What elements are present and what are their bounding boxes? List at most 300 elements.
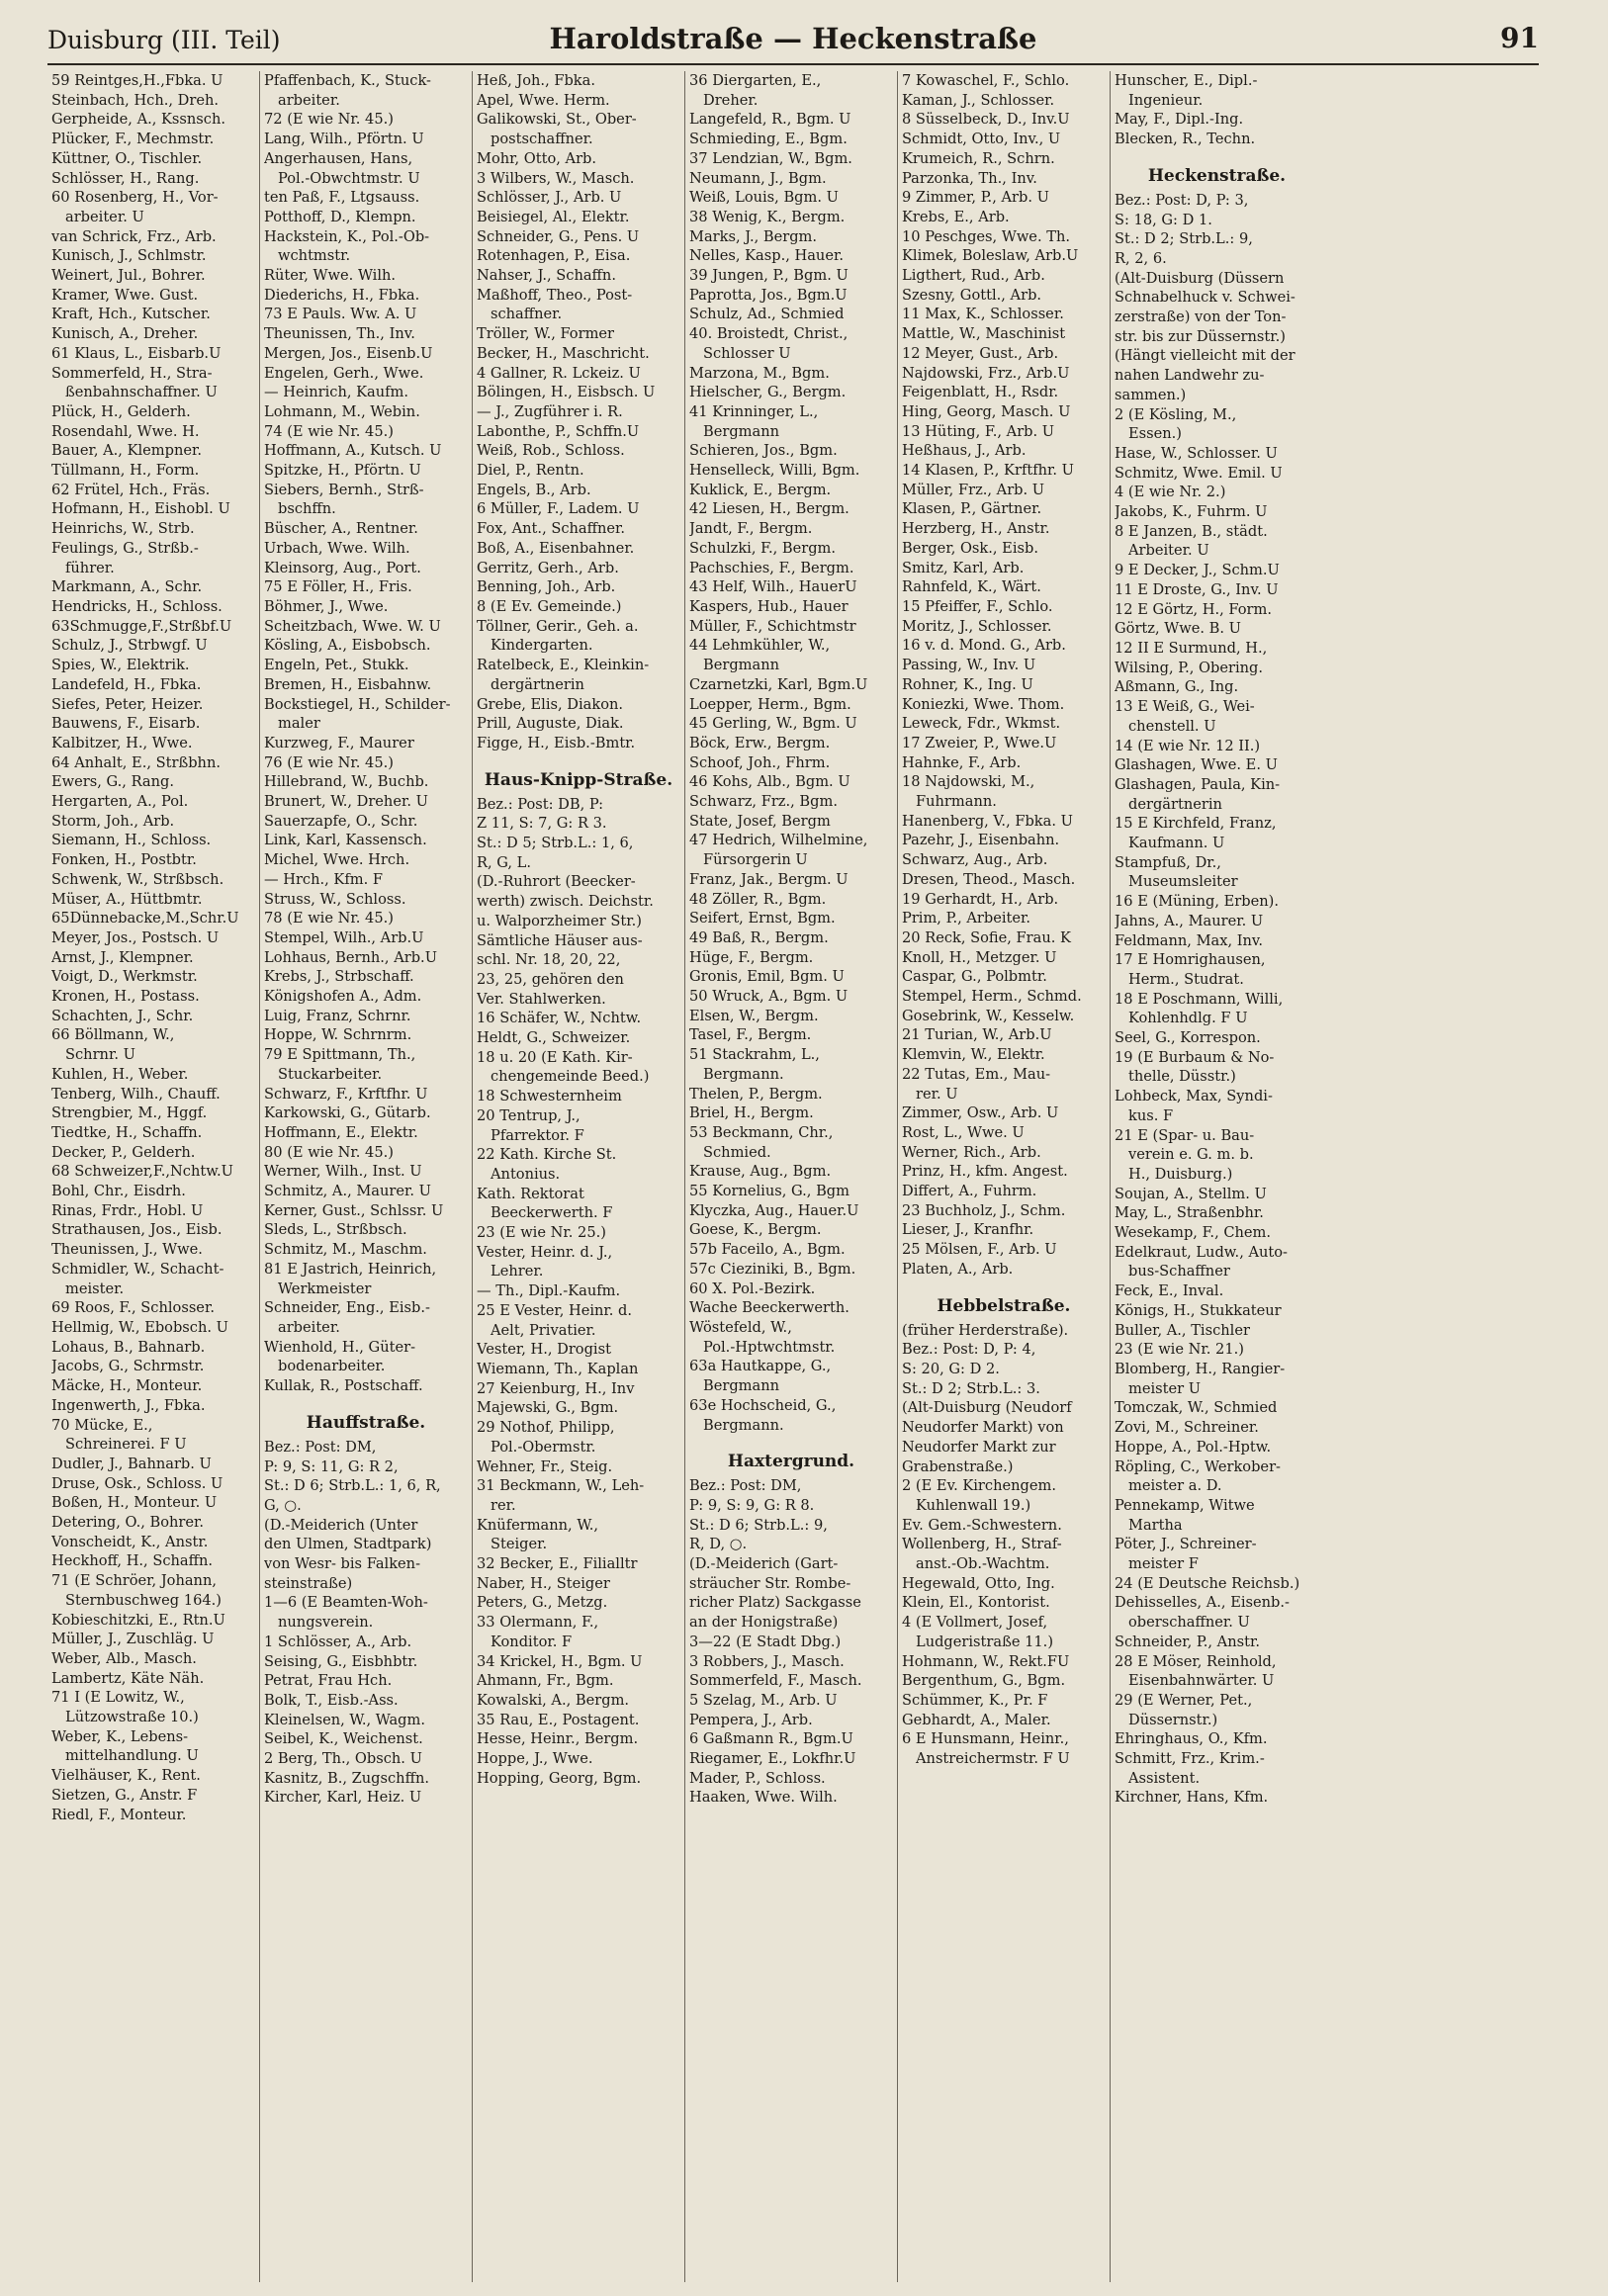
entry-continuation: Beeckerwerth. F — [491, 1204, 613, 1222]
entry-continuation: arbeiter. — [278, 1319, 340, 1336]
directory-entry: 33 Olermann, F., — [477, 1614, 599, 1632]
directory-entry: 15 E Kirchfeld, Franz, — [1115, 815, 1277, 833]
directory-entry: 63a Hautkappe, G., — [689, 1358, 832, 1375]
directory-entry: 43 Helf, Wilh., HauerU — [689, 578, 857, 596]
entry-continuation: oberschaffner. U — [1128, 1614, 1250, 1632]
directory-entry: Schwarz, F., Krftfhr. U — [264, 1085, 428, 1103]
directory-entry: Mergen, Jos., Eisenb.U — [264, 344, 433, 362]
directory-entry: Böhmer, J., Wwe. — [264, 597, 389, 615]
directory-entry: Hellmig, W., Ebobsch. U — [51, 1319, 228, 1336]
directory-entry: 65Dünnebacke,M.,Schr.U — [51, 910, 239, 927]
directory-entry: Lohmann, M., Webin. — [264, 402, 420, 420]
entry-continuation: kus. F — [1128, 1106, 1174, 1124]
entry-continuation: Arbeiter. U — [1128, 542, 1209, 560]
directory-entry: Berger, Osk., Eisb. — [902, 539, 1038, 557]
directory-entry: Meyer, Jos., Postsch. U — [51, 928, 220, 946]
directory-entry: Heldt, G., Schweizer. — [477, 1029, 631, 1047]
street-info-line: sammen.) — [1115, 386, 1187, 403]
directory-entry: Büscher, A., Rentner. — [264, 520, 418, 538]
directory-entry: 70 Mücke, E., — [51, 1416, 153, 1434]
directory-entry: 57b Faceilo, A., Bgm. — [689, 1241, 846, 1259]
directory-entry: Kurzweg, F., Maurer — [264, 734, 414, 751]
directory-entry: Rotenhagen, P., Eisa. — [477, 247, 631, 265]
directory-entry: Goese, K., Bergm. — [689, 1221, 822, 1239]
directory-entry: 41 Krinninger, L., — [689, 402, 819, 420]
directory-entry: Feulings, G., Strßb.- — [51, 539, 199, 557]
directory-entry: Schneider, G., Pens. U — [477, 227, 640, 245]
directory-entry: Markmann, A., Schr. — [51, 578, 203, 596]
directory-entry: 3 Wilbers, W., Masch. — [477, 169, 635, 187]
entry-continuation: arbeiter. U — [65, 208, 144, 225]
directory-entry: Seising, G., Eisbhbtr. — [264, 1652, 418, 1670]
directory-entry: Peters, G., Metzg. — [477, 1594, 608, 1612]
directory-entry: Stempel, Wilh., Arb.U — [264, 928, 424, 946]
directory-entry: Mohr, Otto, Arb. — [477, 149, 597, 167]
directory-entry: Neumann, J., Bgm. — [689, 169, 827, 187]
directory-entry: Hillebrand, W., Buchb. — [264, 773, 429, 791]
directory-entry: Kuklick, E., Bergm. — [689, 481, 832, 498]
directory-entry: 12 E Görtz, H., Form. — [1115, 600, 1272, 618]
directory-entry: Decker, P., Gelderh. — [51, 1143, 196, 1161]
directory-entry: Pennekamp, Witwe — [1115, 1496, 1255, 1514]
directory-entry: Seel, G., Korrespon. — [1115, 1029, 1261, 1047]
directory-entry: 9 E Decker, J., Schm.U — [1115, 562, 1280, 579]
directory-entry: 47 Hedrich, Wilhelmine, — [689, 832, 868, 849]
directory-entry: Dudler, J., Bahnarb. U — [51, 1455, 212, 1472]
directory-entry: Vonscheidt, K., Anstr. — [51, 1533, 209, 1550]
directory-entry: Hüge, F., Bergm. — [689, 948, 814, 966]
directory-entry: Schmitz, M., Maschm. — [264, 1241, 427, 1259]
directory-entry: Kerner, Gust., Schlssr. U — [264, 1201, 444, 1219]
column-4 — [685, 71, 898, 2282]
street-info-line: G, ○. — [264, 1496, 302, 1514]
directory-entry: Prim, P., Arbeiter. — [902, 910, 1031, 927]
directory-entry: 14 Klasen, P., Krftfhr. U — [902, 462, 1074, 480]
entry-continuation: Assistent. — [1128, 1769, 1201, 1787]
directory-entry: Heß, Joh., Fbka. — [477, 72, 595, 89]
directory-entry: 62 Frütel, Hch., Fräs. — [51, 481, 211, 498]
directory-entry: Schieren, Jos., Bgm. — [689, 442, 838, 460]
entry-continuation: Bergmann — [703, 657, 780, 674]
directory-entry: Marks, J., Bergm. — [689, 227, 818, 245]
directory-entry: Moritz, J., Schlosser. — [902, 617, 1052, 635]
entry-continuation: Dreher. — [703, 91, 759, 109]
street-heading: Haus-Knipp-Straße. — [484, 769, 673, 790]
directory-entry: Kasnitz, B., Zugschffn. — [264, 1769, 429, 1787]
directory-entry: Schulz, J., Strbwgf. U — [51, 637, 208, 655]
directory-entry: 3—22 (E Stadt Dbg.) — [689, 1633, 842, 1650]
directory-entry: Hergarten, A., Pol. — [51, 793, 189, 811]
directory-entry: Seibel, K., Weichenst. — [264, 1730, 423, 1748]
entry-continuation: Bergmann — [703, 1377, 780, 1395]
directory-entry: Schulz, Ad., Schmied — [689, 306, 845, 323]
directory-entry: Schwarz, Aug., Arb. — [902, 851, 1048, 869]
directory-entry: Hoppe, A., Pol.-Hptw. — [1115, 1438, 1272, 1456]
directory-entry: 22 Kath. Kirche St. — [477, 1146, 617, 1164]
directory-entry: 2 (E Kösling, M., — [1115, 405, 1237, 423]
directory-entry: Ahmann, Fr., Bgm. — [477, 1672, 614, 1690]
street-info-line: P: 9, S: 11, G: R 2, — [264, 1457, 399, 1475]
directory-entry: Lang, Wilh., Pförtn. U — [264, 131, 424, 148]
directory-entry: Müller, J., Zuschläg. U — [51, 1631, 215, 1648]
directory-entry: Kullak, R., Postschaff. — [264, 1377, 423, 1395]
directory-entry: Heinrichs, W., Strb. — [51, 520, 195, 538]
directory-entry: Petrat, Frau Hch. — [264, 1672, 393, 1690]
directory-entry: van Schrick, Frz., Arb. — [51, 227, 217, 245]
directory-entry: 5 Szelag, M., Arb. U — [689, 1691, 838, 1709]
directory-entry: Weinert, Jul., Bohrer. — [51, 267, 206, 285]
directory-entry: Krebs, J., Strbschaff. — [264, 968, 414, 986]
directory-entry: Majewski, G., Bgm. — [477, 1399, 619, 1417]
entry-continuation: bus-Schaffner — [1128, 1263, 1230, 1280]
directory-entry: 2 (E Ev. Kirchengem. — [902, 1477, 1056, 1495]
directory-entry: Kunisch, A., Dreher. — [51, 325, 199, 343]
entry-continuation: Fuhrmann. — [916, 793, 997, 811]
directory-entry: Pempera, J., Arb. — [689, 1711, 813, 1728]
directory-entry: Herzberg, H., Anstr. — [902, 520, 1050, 538]
directory-entry: Haaken, Wwe. Wilh. — [689, 1789, 838, 1807]
entry-continuation: meister. — [65, 1280, 125, 1297]
directory-entry: 75 E Föller, H., Fris. — [264, 578, 412, 596]
entry-continuation: Kohlenhdlg. F U — [1128, 1010, 1248, 1027]
directory-entry: Becker, H., Maschricht. — [477, 344, 650, 362]
directory-entry: 18 Schwesternheim — [477, 1088, 622, 1105]
directory-entry: Lohaus, B., Bahnarb. — [51, 1338, 206, 1356]
directory-entry: Angerhausen, Hans, — [264, 149, 413, 167]
entry-continuation: Bergmann. — [703, 1065, 784, 1083]
directory-entry: 14 (E wie Nr. 12 II.) — [1115, 737, 1261, 754]
street-info-line: zerstraße) von der Ton- — [1115, 309, 1287, 326]
directory-entry: Strathausen, Jos., Eisb. — [51, 1221, 223, 1239]
directory-entry: Passing, W., Inv. U — [902, 657, 1036, 674]
directory-entry: Küttner, O., Tischler. — [51, 149, 203, 167]
directory-entry: Kalbitzer, H., Wwe. — [51, 734, 193, 751]
directory-entry: — Th., Dipl.-Kaufm. — [477, 1282, 621, 1300]
directory-entry: Schneider, P., Anstr. — [1115, 1633, 1260, 1650]
directory-entry: Weber, K., Lebens- — [51, 1727, 189, 1745]
directory-entry: 20 Reck, Sofie, Frau. K — [902, 928, 1071, 946]
directory-entry: Jacobs, G., Schrmstr. — [51, 1358, 205, 1375]
directory-entry: Siefes, Peter, Heizer. — [51, 695, 204, 713]
directory-entry: 28 E Möser, Reinhold, — [1115, 1652, 1277, 1670]
directory-entry: 32 Becker, E., Filialltr — [477, 1555, 638, 1573]
directory-entry: 60 X. Pol.-Bezirk. — [689, 1280, 816, 1297]
directory-entry: 18 Najdowski, M., — [902, 773, 1035, 791]
directory-entry: 35 Rau, E., Postagent. — [477, 1711, 640, 1728]
directory-entry: 49 Baß, R., Bergm. — [689, 928, 829, 946]
directory-entry: 53 Beckmann, Chr., — [689, 1123, 834, 1141]
directory-entry: Spies, W., Elektrik. — [51, 657, 190, 674]
directory-entry: Müser, A., Hüttbmtr. — [51, 890, 203, 908]
directory-entry: Engels, B., Arb. — [477, 481, 591, 498]
entry-continuation: Steiger. — [491, 1536, 548, 1553]
entry-continuation: Antonius. — [491, 1165, 561, 1183]
directory-entry: Lohhaus, Bernh., Arb.U — [264, 948, 437, 966]
directory-entry: Kronen, H., Postass. — [51, 988, 200, 1006]
directory-entry: Prill, Auguste, Diak. — [477, 715, 624, 733]
column-2 — [260, 71, 473, 2282]
directory-entry: Wienhold, H., Güter- — [264, 1338, 416, 1356]
directory-entry: 10 Peschges, Wwe. Th. — [902, 227, 1070, 245]
directory-entry: Stampfuß, Dr., — [1115, 853, 1221, 871]
directory-entry: Potthoff, D., Klempn. — [264, 208, 416, 225]
directory-entry: Vester, H., Drogist — [477, 1341, 611, 1359]
entry-continuation: dergärtnerin — [1128, 795, 1222, 813]
directory-entry: Schwarz, Frz., Bgm. — [689, 793, 838, 811]
directory-entry: 50 Wruck, A., Bgm. U — [689, 988, 849, 1006]
directory-entry: 29 (E Werner, Pet., — [1115, 1691, 1253, 1709]
directory-entry: 68 Schweizer,F.,Nchtw.U — [51, 1163, 233, 1181]
directory-entry: Naber, H., Steiger — [477, 1574, 610, 1592]
directory-entry: Feck, E., Inval. — [1115, 1282, 1224, 1300]
directory-entry: Karkowski, G., Gütarb. — [264, 1104, 431, 1122]
directory-entry: Blecken, R., Techn. — [1115, 131, 1256, 148]
street-info-line: Bez.: Post: D, P: 3, — [1115, 191, 1249, 209]
directory-entry: Grebe, Elis, Diakon. — [477, 695, 624, 713]
entry-continuation: Aelt, Privatier. — [491, 1321, 596, 1339]
directory-entry: Pazehr, J., Eisenbahn. — [902, 832, 1060, 849]
directory-entry: Maßhoff, Theo., Post- — [477, 286, 633, 304]
directory-entry: Rost, L., Wwe. U — [902, 1123, 1025, 1141]
directory-entry: Rosendahl, Wwe. H. — [51, 422, 200, 440]
directory-entry: 80 (E wie Nr. 45.) — [264, 1143, 394, 1161]
directory-entry: 19 (E Burbaum & No- — [1115, 1048, 1275, 1066]
directory-entry: 42 Liesen, H., Bergm. — [689, 500, 849, 518]
directory-entry: May, L., Straßenbhr. — [1115, 1204, 1264, 1222]
street-info-line: R, 2, 6. — [1115, 249, 1167, 267]
directory-entry: 11 E Droste, G., Inv. U — [1115, 580, 1279, 598]
entry-continuation: Schlosser U — [703, 344, 791, 362]
directory-entry: Klemvin, W., Elektr. — [902, 1046, 1045, 1064]
directory-entry: 23 (E wie Nr. 21.) — [1115, 1341, 1244, 1359]
directory-entry: 1 Schlösser, A., Arb. — [264, 1633, 412, 1650]
entry-continuation: postschaffner. — [491, 131, 593, 148]
directory-entry: 71 I (E Lowitz, W., — [51, 1689, 185, 1707]
street-info-line: u. Walporzheimer Str.) — [477, 912, 642, 929]
street-info-line: Sämtliche Häuser aus- — [477, 931, 643, 949]
street-heading: Heckenstraße. — [1147, 165, 1287, 186]
street-info-line: Bez.: Post: D, P: 4, — [902, 1341, 1036, 1359]
entry-continuation: Essen.) — [1128, 425, 1182, 443]
directory-entry: Loepper, Herm., Bgm. — [689, 695, 851, 713]
directory-entry: Pöter, J., Schreiner- — [1115, 1536, 1257, 1553]
directory-entry: 6 Müller, F., Ladem. U — [477, 500, 640, 518]
street-info-line: (früher Herderstraße). — [902, 1321, 1069, 1339]
directory-entry: Krebs, E., Arb. — [902, 208, 1010, 225]
directory-entry: Glashagen, Paula, Kin- — [1115, 775, 1281, 793]
entry-continuation: chengemeinde Beed.) — [491, 1068, 650, 1086]
entry-continuation: rer. — [491, 1496, 516, 1514]
directory-entry: — Heinrich, Kaufm. — [264, 384, 409, 401]
column-5 — [898, 71, 1111, 2282]
street-info-line: richer Platz) Sackgasse — [689, 1594, 861, 1612]
directory-entry: 63Schmugge,F.,Strßbf.U — [51, 617, 232, 635]
directory-entry: Krause, Aug., Bgm. — [689, 1163, 832, 1181]
directory-entry: 16 v. d. Mond. G., Arb. — [902, 637, 1066, 655]
entry-continuation: Fürsorgerin U — [703, 851, 808, 869]
street-info-line: (Hängt vielleicht mit der — [1115, 347, 1295, 365]
directory-entry: Kirchner, Hans, Kfm. — [1115, 1789, 1269, 1807]
directory-entry: Müller, Frz., Arb. U — [902, 481, 1045, 498]
directory-entry: Rinas, Frdr., Hobl. U — [51, 1201, 204, 1219]
directory-columns — [47, 71, 1539, 2282]
directory-entry: Jahns, A., Maurer. U — [1115, 912, 1264, 929]
entry-continuation: Herm., Studrat. — [1128, 970, 1244, 988]
directory-entry: Szesny, Gottl., Arb. — [902, 286, 1042, 304]
directory-entry: Link, Karl, Kassensch. — [264, 832, 427, 849]
directory-entry: Tasel, F., Bergm. — [689, 1026, 812, 1044]
directory-entry: — J., Zugführer i. R. — [477, 402, 623, 420]
directory-entry: Sommerfeld, F., Masch. — [689, 1672, 862, 1690]
directory-entry: 17 Zweier, P., Wwe.U — [902, 734, 1057, 751]
directory-entry: 79 E Spittmann, Th., — [264, 1046, 416, 1064]
directory-entry: 3 Robbers, J., Masch. — [689, 1652, 845, 1670]
directory-entry: Tenberg, Wilh., Chauff. — [51, 1085, 221, 1103]
directory-entry: Böck, Erw., Bergm. — [689, 734, 831, 751]
directory-entry: 60 Rosenberg, H., Vor- — [51, 189, 219, 207]
directory-entry: Hackstein, K., Pol.-Ob- — [264, 227, 430, 245]
directory-entry: 72 (E wie Nr. 45.) — [264, 111, 394, 129]
entry-continuation: chenstell. U — [1128, 717, 1216, 735]
directory-entry: Jakobs, K., Fuhrm. U — [1115, 503, 1268, 521]
directory-entry: 19 Gerhardt, H., Arb. — [902, 890, 1059, 908]
directory-entry: 46 Kohs, Alb., Bgm. U — [689, 773, 850, 791]
street-info-line: von Wesr- bis Falken- — [264, 1555, 421, 1573]
directory-entry: Thelen, P., Bergm. — [689, 1085, 823, 1103]
directory-entry: Jandt, F., Bergm. — [689, 520, 813, 538]
directory-entry: Figge, H., Eisb.-Bmtr. — [477, 734, 636, 751]
directory-entry: Diel, P., Rentn. — [477, 462, 584, 480]
directory-entry: Hoffmann, E., Elektr. — [264, 1123, 418, 1141]
entry-continuation: anst.-Ob.-Wachtm. — [916, 1555, 1050, 1573]
header-city: Duisburg (III. Teil) — [47, 26, 281, 54]
entry-continuation: meister U — [1128, 1379, 1202, 1397]
directory-entry: Ingenwerth, J., Fbka. — [51, 1396, 206, 1414]
entry-continuation: Pol.-Obermstr. — [491, 1438, 596, 1456]
directory-entry: 40. Broistedt, Christ., — [689, 325, 849, 343]
directory-entry: 66 Böllmann, W., — [51, 1026, 175, 1044]
street-info-line: den Ulmen, Stadtpark) — [264, 1536, 432, 1553]
entry-continuation: Pol.-Hptwchtmstr. — [703, 1338, 836, 1356]
directory-entry: Krumeich, R., Schrn. — [902, 149, 1055, 167]
directory-entry: Knüfermann, W., — [477, 1516, 599, 1534]
directory-entry: Benning, Joh., Arb. — [477, 578, 616, 596]
directory-entry: Lambertz, Käte Näh. — [51, 1669, 205, 1687]
directory-entry: 71 (E Schröer, Johann, — [51, 1572, 217, 1590]
directory-entry: 9 Zimmer, P., Arb. U — [902, 189, 1049, 207]
directory-entry: Schmidt, Otto, Inv., U — [902, 131, 1061, 148]
directory-entry: Mattle, W., Maschinist — [902, 325, 1066, 343]
directory-entry: Königs, H., Stukkateur — [1115, 1301, 1282, 1319]
directory-entry: Hase, W., Schlosser. U — [1115, 444, 1278, 462]
directory-entry: Wollenberg, H., Straf- — [902, 1536, 1062, 1553]
street-info-line: an der Honigstraße) — [689, 1614, 839, 1632]
directory-entry: Bauwens, F., Eisarb. — [51, 715, 201, 733]
directory-entry: Heckhoff, H., Schaffn. — [51, 1552, 214, 1570]
directory-entry: Boß, A., Eisenbahner. — [477, 539, 635, 557]
directory-entry: Plücker, F., Mechmstr. — [51, 131, 215, 148]
directory-entry: 18 E Poschmann, Willi, — [1115, 990, 1284, 1008]
directory-entry: 24 (E Deutsche Reichsb.) — [1115, 1574, 1300, 1592]
entry-continuation: meister a. D. — [1128, 1477, 1222, 1495]
directory-entry: Landefeld, H., Fbka. — [51, 675, 202, 693]
directory-entry: Riegamer, E., Lokfhr.U — [689, 1750, 856, 1768]
directory-entry: Tröller, W., Former — [477, 325, 615, 343]
directory-entry: Differt, A., Fuhrm. — [902, 1183, 1037, 1200]
street-info-line: S: 20, G: D 2. — [902, 1361, 1000, 1377]
street-info-line: steinstraße) — [264, 1574, 353, 1592]
directory-entry: Gerritz, Gerh., Arb. — [477, 559, 619, 576]
entry-continuation: Anstreichermstr. F U — [916, 1750, 1070, 1768]
street-info-line: R, D, ○. — [689, 1536, 748, 1553]
directory-entry: 22 Tutas, Em., Mau- — [902, 1065, 1051, 1083]
entry-continuation: Lützowstraße 10.) — [65, 1709, 199, 1726]
entry-continuation: rer. U — [916, 1085, 958, 1103]
directory-entry: 25 Mölsen, F., Arb. U — [902, 1241, 1057, 1259]
directory-entry: Koniezki, Wwe. Thom. — [902, 695, 1065, 713]
directory-entry: Tomczak, W., Schmied — [1115, 1399, 1278, 1417]
directory-entry: Kleinsorg, Aug., Port. — [264, 559, 421, 576]
entry-continuation: dergärtnerin — [491, 675, 584, 693]
directory-entry: Bergenthum, G., Bgm. — [902, 1672, 1066, 1690]
directory-entry: Schlösser, J., Arb. U — [477, 189, 622, 207]
street-info-line: schl. Nr. 18, 20, 22, — [477, 951, 621, 969]
entry-continuation: bodenarbeiter. — [278, 1358, 386, 1375]
directory-entry: Kobieschitzki, E., Rtn.U — [51, 1611, 225, 1629]
directory-entry: 74 (E wie Nr. 45.) — [264, 422, 394, 440]
directory-entry: 13 E Weiß, G., Wei- — [1115, 698, 1255, 716]
directory-entry: Wache Beeckerwerth. — [689, 1299, 849, 1317]
directory-entry: Spitzke, H., Pförtn. U — [264, 462, 421, 480]
directory-entry: Zovi, M., Schreiner. — [1115, 1419, 1259, 1437]
directory-entry: Vester, Heinr. d. J., — [477, 1243, 613, 1261]
directory-entry: Schwenk, W., Strßbsch. — [51, 870, 224, 888]
directory-entry: Sommerfeld, H., Stra- — [51, 364, 213, 382]
entry-continuation: meister F — [1128, 1555, 1199, 1573]
directory-entry: Ewers, G., Rang. — [51, 773, 174, 791]
directory-entry: 25 E Vester, Heinr. d. — [477, 1301, 633, 1319]
directory-entry: 4 (E wie Nr. 2.) — [1115, 484, 1226, 501]
directory-entry: Boßen, H., Monteur. U — [51, 1494, 218, 1512]
directory-entry: 1—6 (E Beamten-Woh- — [264, 1594, 428, 1612]
directory-entry: Ligthert, Rud., Arb. — [902, 267, 1045, 285]
directory-entry: Glashagen, Wwe. E. U — [1115, 756, 1278, 774]
directory-entry: Hoppe, W. Schrnrm. — [264, 1026, 412, 1044]
directory-entry: Gerpheide, A., Kssnsch. — [51, 111, 226, 129]
directory-entry: 39 Jungen, P., Bgm. U — [689, 267, 849, 285]
directory-entry: Michel, Wwe. Hrch. — [264, 851, 410, 869]
directory-entry: Dehisselles, A., Eisenb.- — [1115, 1594, 1290, 1612]
directory-entry: 17 E Homrighausen, — [1115, 951, 1266, 969]
entry-continuation: wchtmstr. — [278, 247, 351, 265]
entry-continuation: Stuckarbeiter. — [278, 1065, 383, 1083]
directory-entry: Wilsing, P., Obering. — [1115, 659, 1263, 676]
directory-entry: 81 E Jastrich, Heinrich, — [264, 1260, 437, 1278]
directory-entry: Dresen, Theod., Masch. — [902, 870, 1076, 888]
entry-continuation: H., Duisburg.) — [1128, 1165, 1233, 1183]
directory-entry: Pachschies, F., Bergm. — [689, 559, 854, 576]
directory-entry: Siebers, Bernh., Strß- — [264, 481, 424, 498]
directory-entry: 2 Berg, Th., Obsch. U — [264, 1750, 422, 1768]
directory-entry: Galikowski, St., Ober- — [477, 111, 637, 129]
entry-continuation: nungsverein. — [278, 1614, 374, 1632]
directory-entry: Klimek, Boleslaw, Arb.U — [902, 247, 1079, 265]
directory-entry: Kuhlen, H., Weber. — [51, 1065, 189, 1083]
directory-entry: 44 Lehmkühler, W., — [689, 637, 831, 655]
directory-entry: Plück, H., Gelderh. — [51, 402, 191, 420]
directory-entry: Töllner, Gerir., Geh. a. — [477, 617, 639, 635]
directory-entry: Klyczka, Aug., Hauer.U — [689, 1201, 859, 1219]
